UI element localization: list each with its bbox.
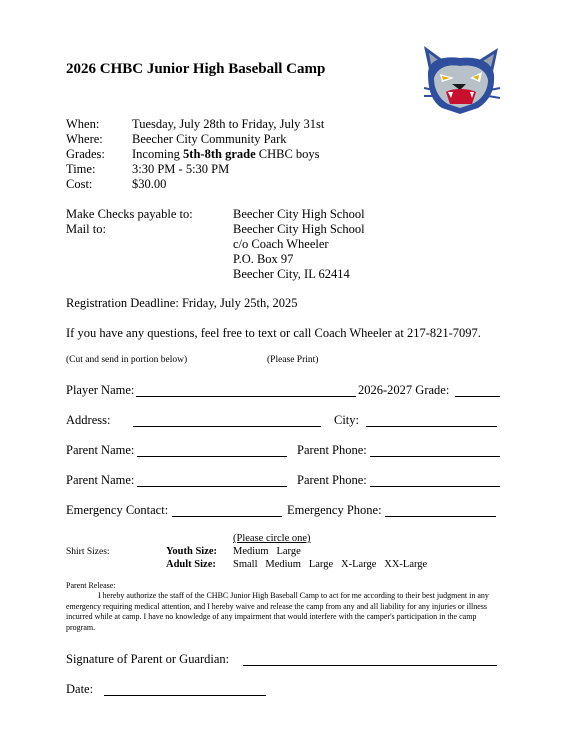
- print-note: (Please Print): [267, 355, 319, 365]
- shirt-sizes-label: Shirt Sizes:: [66, 547, 110, 557]
- youth-size-label: Youth Size:: [166, 546, 218, 557]
- adult-sizes[interactable]: Small Medium Large X-Large XX-Large: [233, 559, 428, 570]
- signature-label: Signature of Parent or Guardian:: [66, 652, 230, 666]
- adult-size-label: Adult Size:: [166, 559, 216, 570]
- grades-label: Grades:: [66, 147, 105, 161]
- parent-name-field[interactable]: [137, 444, 287, 457]
- release-heading: Parent Release:: [66, 581, 116, 590]
- parent-phone-field[interactable]: [370, 444, 500, 457]
- circle-note: (Please circle one): [233, 533, 311, 544]
- registration-deadline: Registration Deadline: Friday, July 25th, 2025: [66, 296, 298, 310]
- grade-label: 2026-2027 Grade:: [358, 383, 450, 397]
- city-label: City:: [334, 413, 360, 427]
- parent-name-field[interactable]: [137, 474, 287, 487]
- questions-text: If you have any questions, feel free to text or call Coach Wheeler at 217-821-7097.: [66, 326, 481, 340]
- date-label: Date:: [66, 682, 94, 696]
- address-field[interactable]: [133, 414, 321, 427]
- checks-label: Make Checks payable to:: [66, 207, 193, 221]
- checks-value: Beecher City High School: [233, 207, 365, 221]
- release-text: I hereby authorize the staff of the CHBC Junior High Baseball Camp to act for me according to their best judgment in any emergency requiring medical attention, and I hereby waive and release the camp from any and all liability for any injuries or illness incurred while at camp. I have no knowledge of any impairment that would interfere with the camper's participation in the camp program.: [66, 591, 489, 632]
- youth-sizes[interactable]: Medium Large: [233, 546, 301, 557]
- parent-phone-label: Parent Phone:: [297, 443, 367, 457]
- where-value: Beecher City Community Park: [132, 132, 287, 146]
- mail-label: Mail to:: [66, 222, 106, 236]
- mail-line: c/o Coach Wheeler: [233, 237, 329, 251]
- emergency-phone-field[interactable]: [385, 504, 496, 517]
- emergency-phone-label: Emergency Phone:: [287, 503, 382, 517]
- time-label: Time:: [66, 162, 96, 176]
- cut-note: (Cut and send in portion below): [66, 355, 188, 365]
- mail-line: Beecher City, IL 62414: [233, 267, 350, 281]
- emergency-contact-label: Emergency Contact:: [66, 503, 169, 517]
- parent-name-label: Parent Name:: [66, 473, 135, 487]
- cost-label: Cost:: [66, 177, 93, 191]
- grade-field[interactable]: [455, 384, 500, 397]
- mail-line: Beecher City High School: [233, 222, 365, 236]
- signature-field[interactable]: [243, 653, 497, 666]
- parent-phone-field[interactable]: [370, 474, 500, 487]
- cost-value: $30.00: [132, 177, 167, 191]
- date-field[interactable]: [104, 683, 266, 696]
- when-value: Tuesday, July 28th to Friday, July 31st: [132, 117, 325, 131]
- player-name-label: Player Name:: [66, 383, 135, 397]
- when-label: When:: [66, 117, 100, 131]
- player-name-field[interactable]: [136, 384, 356, 397]
- city-field[interactable]: [366, 414, 497, 427]
- bobcat-mascot-icon: [420, 44, 502, 116]
- page-title: 2026 CHBC Junior High Baseball Camp: [66, 61, 326, 77]
- address-label: Address:: [66, 413, 111, 427]
- parent-phone-label: Parent Phone:: [297, 473, 367, 487]
- time-value: 3:30 PM - 5:30 PM: [132, 162, 230, 176]
- grades-value: Incoming 5th-8th grade CHBC boys: [132, 147, 320, 161]
- mail-line: P.O. Box 97: [233, 252, 294, 266]
- parent-name-label: Parent Name:: [66, 443, 135, 457]
- emergency-contact-field[interactable]: [172, 504, 282, 517]
- where-label: Where:: [66, 132, 103, 146]
